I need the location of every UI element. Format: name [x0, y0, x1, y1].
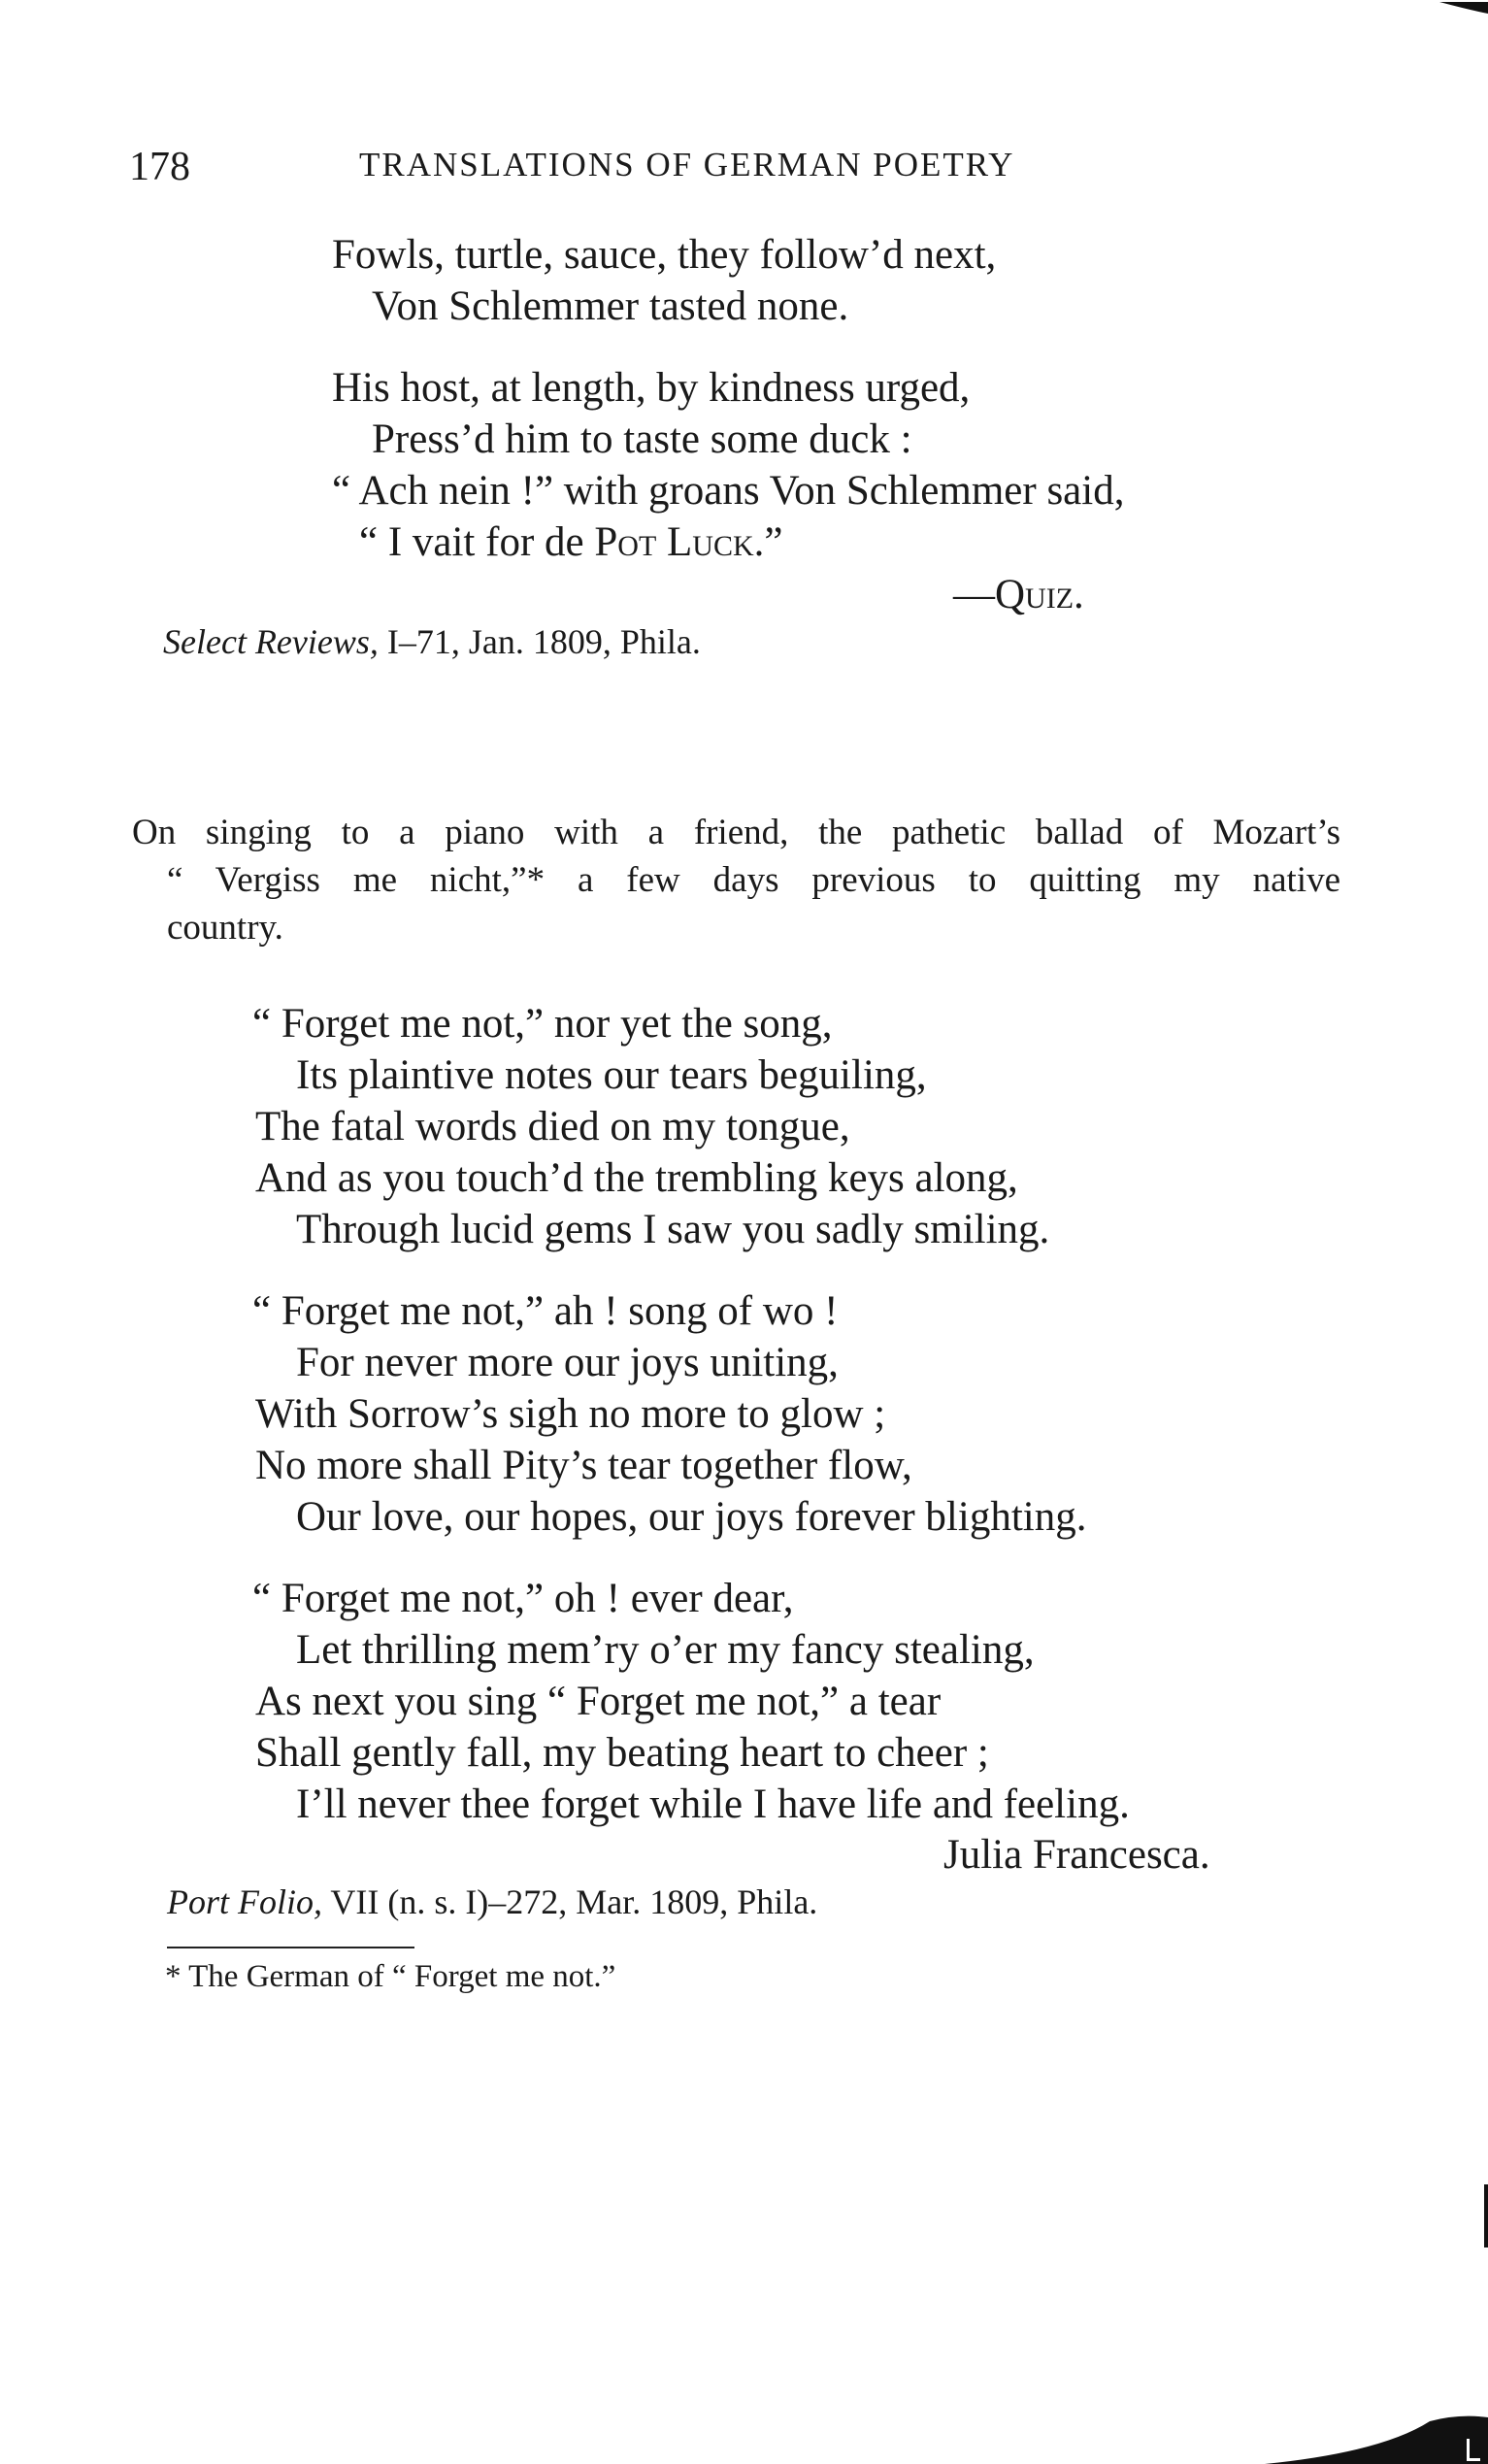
poem-line: I’ll never thee forget while I have life and feeling. — [296, 1781, 1130, 1827]
poem-line: “ Forget me not,” oh ! ever dear, — [252, 1576, 794, 1621]
poem-line: Its plaintive notes our tears beguiling, — [296, 1052, 927, 1098]
poem2-signature: Julia Francesca. — [943, 1832, 1210, 1878]
poem-line: As next you sing “ Forget me not,” a tear — [255, 1679, 942, 1724]
poem-line: The fatal words died on my tongue, — [255, 1104, 850, 1149]
poem-line: “ Forget me not,” nor yet the song, — [252, 1001, 833, 1047]
poem-line: “ Forget me not,” ah ! song of wo ! — [252, 1288, 839, 1334]
citation-detail: I–71, Jan. 1809, Phila. — [378, 622, 701, 661]
poem-line: Fowls, turtle, sauce, they follow’d next, — [332, 232, 997, 278]
poem1-signature — [953, 571, 1084, 618]
poem-line: Von Schlemmer tasted none. — [372, 283, 849, 329]
citation-source: Select Reviews, — [163, 622, 379, 661]
intro-line: “ Vergiss me nicht,”* a few days previous to quitting my native — [167, 860, 1340, 900]
intro-line: On singing to a piano with a friend, the pathetic ballad of Mozart’s — [132, 813, 1340, 852]
poem-line: No more shall Pity’s tear together flow, — [255, 1443, 912, 1488]
citation-detail: VII (n. s. I)–272, Mar. 1809, Phila. — [322, 1882, 818, 1921]
page-curl-mark — [1265, 2414, 1488, 2464]
running-title: TRANSLATIONS OF GERMAN POETRY — [359, 146, 1015, 183]
poem-line: Let thrilling mem’ry o’er my fancy stealing, — [296, 1627, 1035, 1673]
edge-mark — [1484, 2184, 1488, 2248]
pot-luck-small-caps: Pot Luck — [594, 519, 754, 565]
corner-mark-icon — [1430, 0, 1488, 19]
page-number: 178 — [129, 145, 190, 189]
poem-line-pot-luck — [359, 518, 782, 566]
poem-line: “ Ach nein !” with groans Von Schlemmer said, — [332, 468, 1125, 514]
signature-text: —Quiz. — [953, 572, 1084, 617]
poem-line: Our love, our hopes, our joys forever blighting. — [296, 1494, 1087, 1540]
poem-line: Shall gently fall, my beating heart to cheer ; — [255, 1730, 989, 1776]
poem-line-text: “ I vait for de — [359, 519, 595, 565]
poem-line: With Sorrow’s sigh no more to glow ; — [255, 1391, 886, 1437]
poem-line: His host, at length, by kindness urged, — [332, 365, 971, 411]
citation-source: Port Folio, — [167, 1882, 322, 1921]
poem-line: Press’d him to taste some duck : — [372, 416, 912, 462]
footnote-rule — [167, 1947, 414, 1948]
poem2-citation — [167, 1881, 817, 1922]
poem-line: Through lucid gems I saw you sadly smiling. — [296, 1207, 1050, 1252]
poem-line: For never more our joys uniting, — [296, 1340, 839, 1385]
poem1-citation — [163, 621, 701, 662]
closing-quote: .” — [753, 519, 783, 565]
poem-line: And as you touch’d the trembling keys along, — [255, 1155, 1018, 1201]
intro-line: country. — [167, 908, 283, 948]
footnote: * The German of “ Forget me not.” — [165, 1959, 616, 1994]
